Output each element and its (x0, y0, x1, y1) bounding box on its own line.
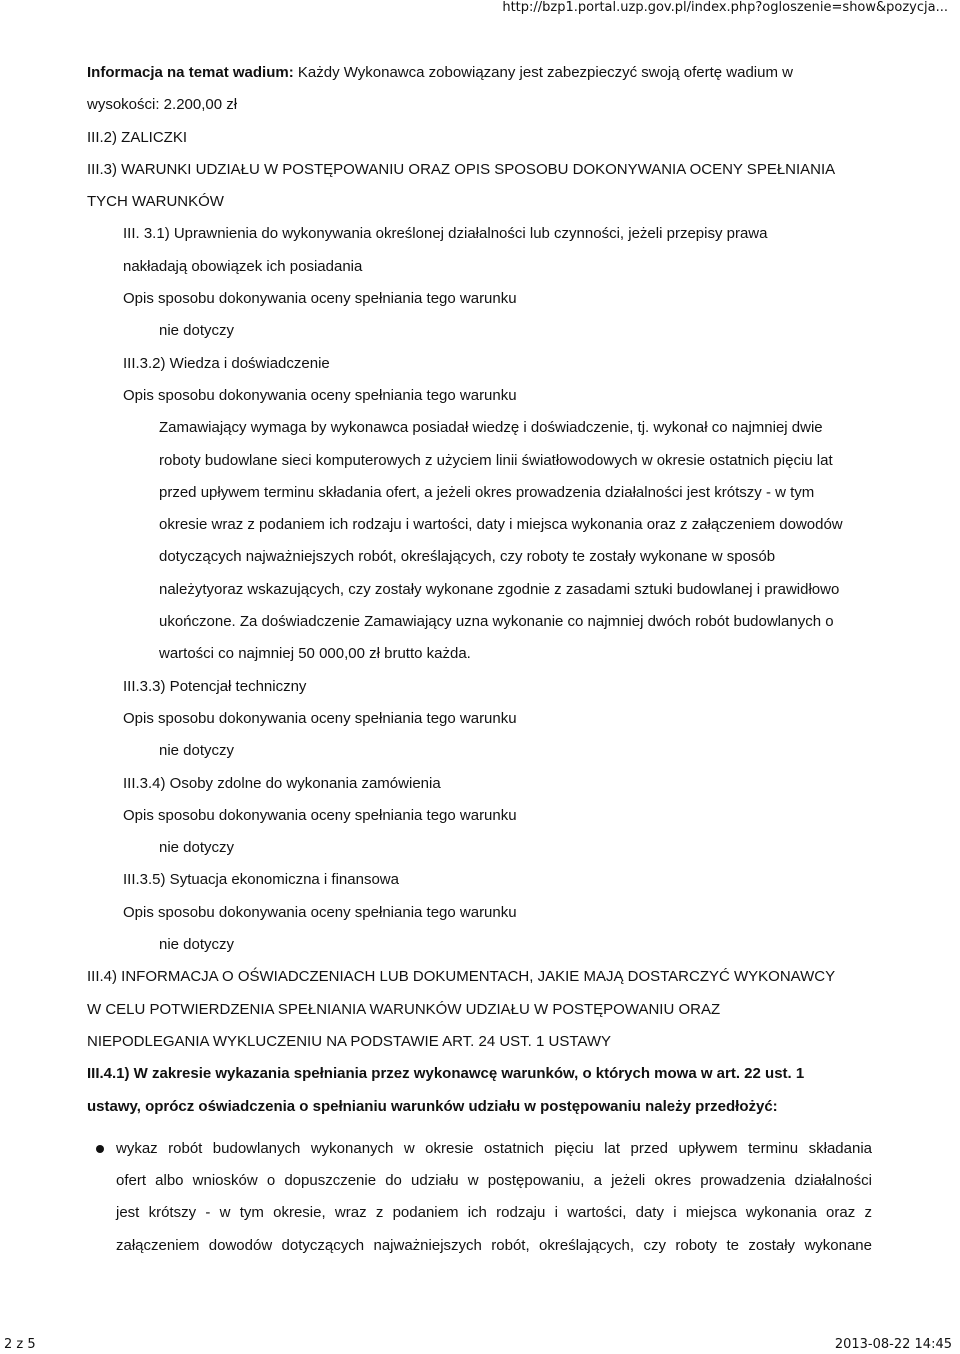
section-4-1-title-2: ustawy, oprócz oświadczenia o spełnianiu warunków udziału w postępowaniu należy przedłożyć: (87, 1097, 778, 1115)
nie-dotyczy: nie dotyczy (159, 936, 235, 954)
nie-dotyczy: nie dotyczy (159, 839, 235, 857)
list-item (0, 1133, 872, 1262)
page-number: 2 z 5 (4, 1337, 36, 1352)
section-4-heading-3: NIEPODLEGANIA WYKLUCZENIU NA PODSTAWIE ART. 24 UST. 1 USTAWY (87, 1032, 612, 1050)
list-item-line: załączeniem dowodów dotyczących najważniejszych robót, określających, czy roboty te zostały wykonane (116, 1236, 872, 1254)
section-3-4-title: III.3.4) Osoby zdolne do wykonania zamówienia (123, 774, 441, 792)
paragraph-line: roboty budowlane sieci komputerowych z użyciem linii światłowodowych w okresie ostatnich pięciu lat (159, 451, 833, 469)
page-url: http://bzp1.portal.uzp.gov.pl/index.php?ogloszenie=show&pozycja... (502, 0, 948, 15)
paragraph-line: ukończone. Za doświadczenie Zamawiający uzna wykonanie co najmniej dwóch robót budowlanych o (159, 613, 834, 631)
section-3-1-title-2: nakładają obowiązek ich posiadania (123, 257, 363, 275)
section-4-heading-1: III.4) INFORMACJA O OŚWIADCZENIACH LUB DOKUMENTACH, JAKIE MAJĄ DOSTARCZYĆ WYKONAWCY (87, 968, 836, 986)
print-datetime: 2013-08-22 14:45 (834, 1337, 952, 1352)
bullet-icon (96, 1145, 104, 1153)
paragraph-line: dotyczących najważniejszych robót, określających, czy roboty te zostały wykonane w sposób (159, 548, 776, 566)
warunki-heading-1: III.3) WARUNKI UDZIAŁU W POSTĘPOWANIU ORAZ OPIS SPOSOBU DOKONYWANIA OCENY SPEŁNIANIA (87, 160, 836, 178)
opis-label: Opis sposobu dokonywania oceny spełniania tego warunku (123, 806, 517, 824)
opis-label: Opis sposobu dokonywania oceny spełniania tego warunku (123, 290, 517, 308)
section-4-heading-2: W CELU POTWIERDZENIA SPEŁNIANIA WARUNKÓW UDZIAŁU W POSTĘPOWANIU ORAZ (87, 1000, 721, 1018)
section-4-1-title-1: III.4.1) W zakresie wykazania spełniania przez wykonawcę warunków, o których mowa w art. 22 ust. 1 (87, 1065, 805, 1083)
section-3-5-title: III.3.5) Sytuacja ekonomiczna i finansowa (123, 871, 399, 889)
section-3-3-title: III.3.3) Potencjał techniczny (123, 677, 307, 695)
paragraph-line: wartości co najmniej 50 000,00 zł brutto każda. (159, 645, 471, 663)
section-3-2-text (0, 412, 879, 670)
opis-label: Opis sposobu dokonywania oceny spełniania tego warunku (123, 709, 517, 727)
opis-label: Opis sposobu dokonywania oceny spełniania tego warunku (123, 386, 517, 404)
list-item-line: jest krótszy - w tym okresie, wraz z podaniem ich rodzaju i wartości, daty i miejsca wykonania oraz z (116, 1204, 872, 1222)
section-3-1-title-1: III. 3.1) Uprawnienia do wykonywania określonej działalności lub czynności, jeżeli przepisy prawa (123, 225, 768, 243)
nie-dotyczy: nie dotyczy (159, 742, 235, 760)
paragraph-line: należytyoraz wskazujących, czy zostały wykonane zgodnie z zasadami sztuki budowlanej i prawidłowo (159, 580, 840, 598)
wadium-label: Informacja na temat wadium: (87, 64, 294, 81)
zaliczki-heading: III.2) ZALICZKI (87, 128, 188, 146)
wadium-line-1 (0, 57, 960, 89)
warunki-heading-2: TYCH WARUNKÓW (87, 193, 224, 211)
paragraph-line: przed upływem terminu składania ofert, a jeżeli okres prowadzenia działalności jest krótszy - w tym (159, 483, 815, 501)
wadium-text: Każdy Wykonawca zobowiązany jest zabezpieczyć swoją ofertę wadium w (293, 64, 793, 81)
wadium-line-2: wysokości: 2.200,00 zł (87, 96, 238, 114)
paragraph-line: Zamawiający wymaga by wykonawca posiadał wiedzę i doświadczenie, tj. wykonał co najmniej dwie (159, 419, 823, 437)
list-item-line: ofert albo wniosków o dopuszczenie do udziału w postępowaniu, a jeżeli okres prowadzenia działalności (116, 1172, 872, 1190)
section-3-2-title: III.3.2) Wiedza i doświadczenie (123, 354, 330, 372)
document-body (0, 57, 960, 1262)
nie-dotyczy: nie dotyczy (159, 322, 235, 340)
opis-label: Opis sposobu dokonywania oceny spełniania tego warunku (123, 903, 517, 921)
paragraph-line: okresie wraz z podaniem ich rodzaju i wartości, daty i miejsca wykonania oraz z załączeniem dowodów (159, 516, 843, 534)
list-item-line: wykaz robót budowlanych wykonanych w okresie ostatnich pięciu lat przed upływem terminu składania (116, 1139, 872, 1157)
